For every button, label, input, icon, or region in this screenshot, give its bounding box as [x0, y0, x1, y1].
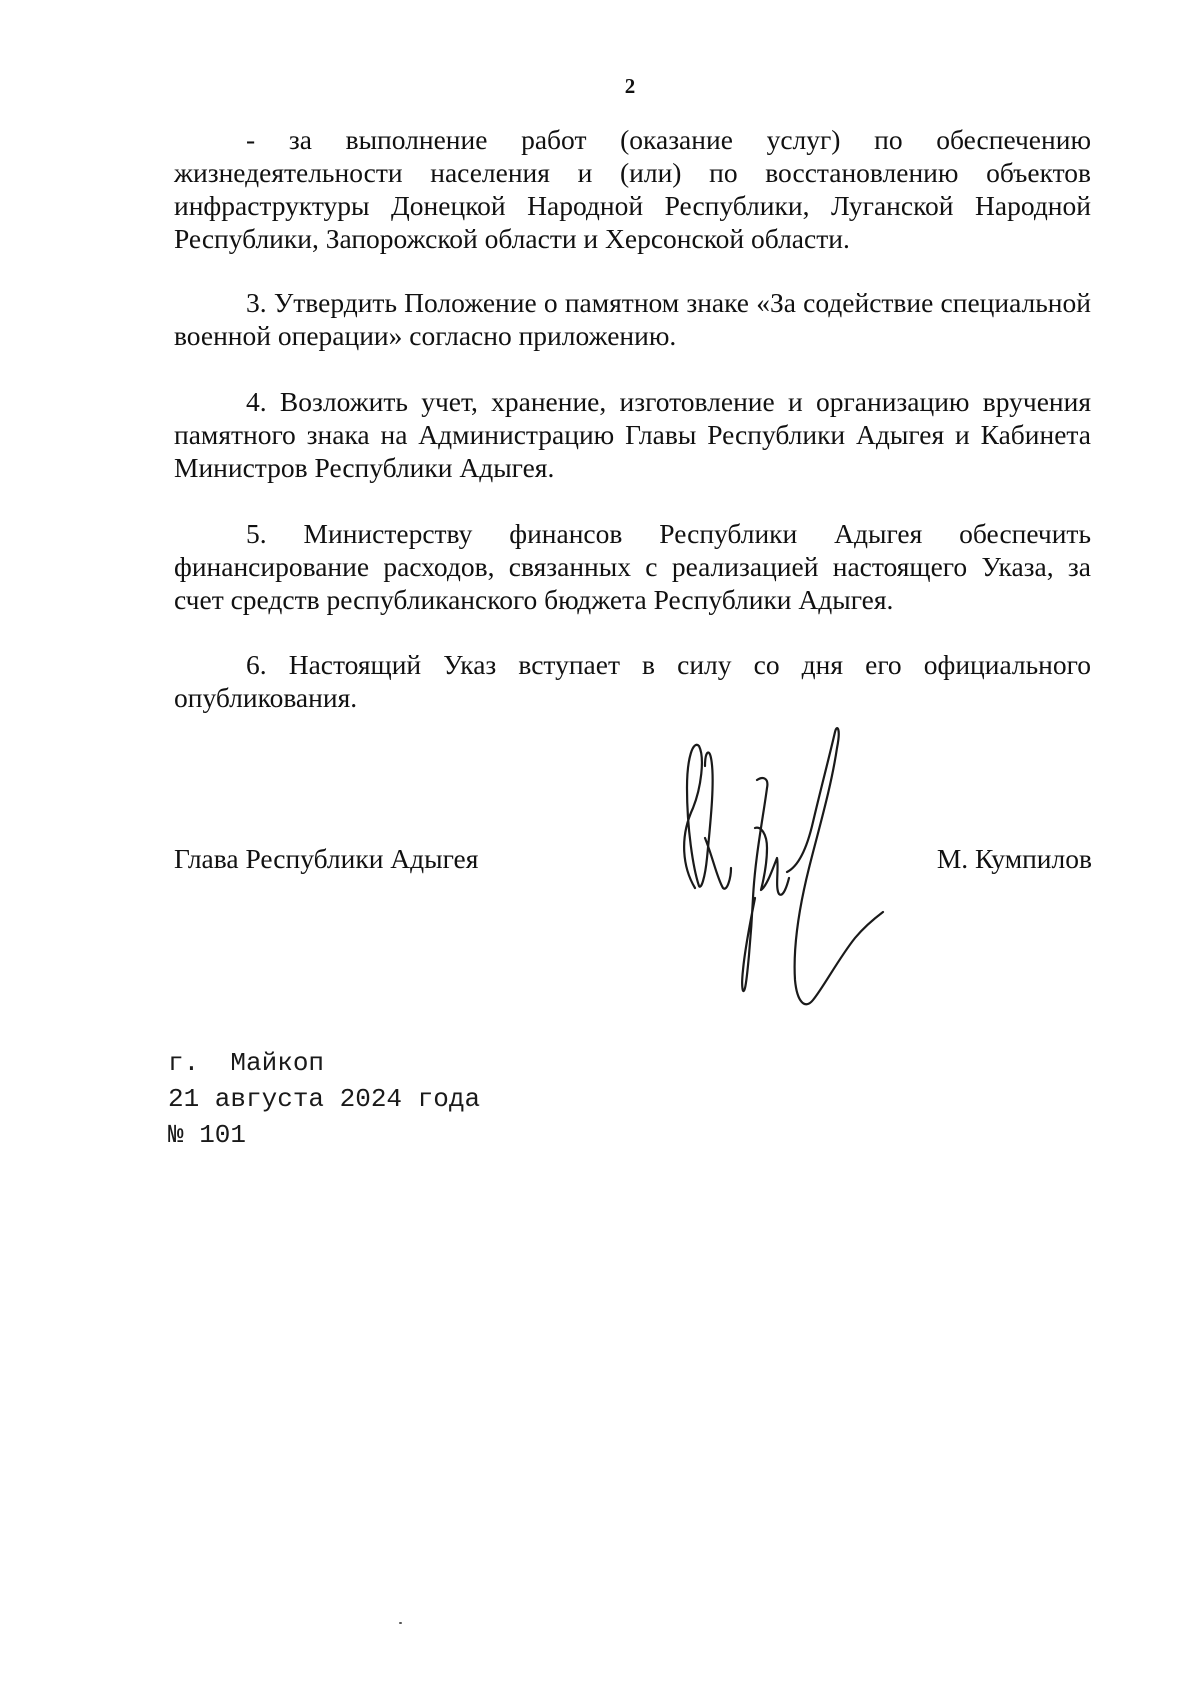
issue-city: г. Майкоп — [168, 1048, 325, 1078]
scan-artifact-dot — [399, 1622, 402, 1624]
paragraph-item-6: 6. Настоящий Указ вступает в силу со дня его официального опубликования. — [174, 649, 1091, 713]
paragraph-4-container — [174, 385, 1091, 484]
paragraph-item-3: 3. Утвердить Положение о памятном знаке «За содействие специальной военной операции» согласно приложению. — [174, 287, 1091, 351]
issue-details — [168, 1045, 480, 1153]
signatory-title: Глава Республики Адыгея — [174, 843, 479, 874]
page-number: 2 — [624, 74, 636, 98]
issue-number: № 101 — [168, 1120, 247, 1150]
signatory-name: М. Кумпилов — [936, 843, 1092, 874]
paragraph-bullet-item: - за выполнение работ (оказание услуг) по обеспечению жизнедеятельности населения и (или) по восстановлению объектов инфраструктуры Донецкой Народной Республики, Луганской Народной Республики, Запорожской области и Херсонской области. — [174, 124, 1091, 254]
paragraph-5-container — [174, 517, 1091, 616]
paragraph-item-4: 4. Возложить учет, хранение, изготовление и организацию вручения памятного знака на Администрацию Главы Республики Адыгея и Кабинета Министров Республики Адыгея. — [174, 386, 1091, 483]
document-body — [174, 123, 1091, 255]
handwritten-signature — [675, 718, 915, 1010]
paragraph-item-5: 5. Министерству финансов Республики Адыгея обеспечить финансирование расходов, связанных с реализацией настоящего Указа, за счет средств республиканского бюджета Республики Адыгея. — [174, 518, 1091, 615]
issue-date: 21 августа 2024 года — [168, 1084, 481, 1114]
paragraph-3-container — [174, 286, 1091, 352]
paragraph-6-container — [174, 648, 1091, 714]
